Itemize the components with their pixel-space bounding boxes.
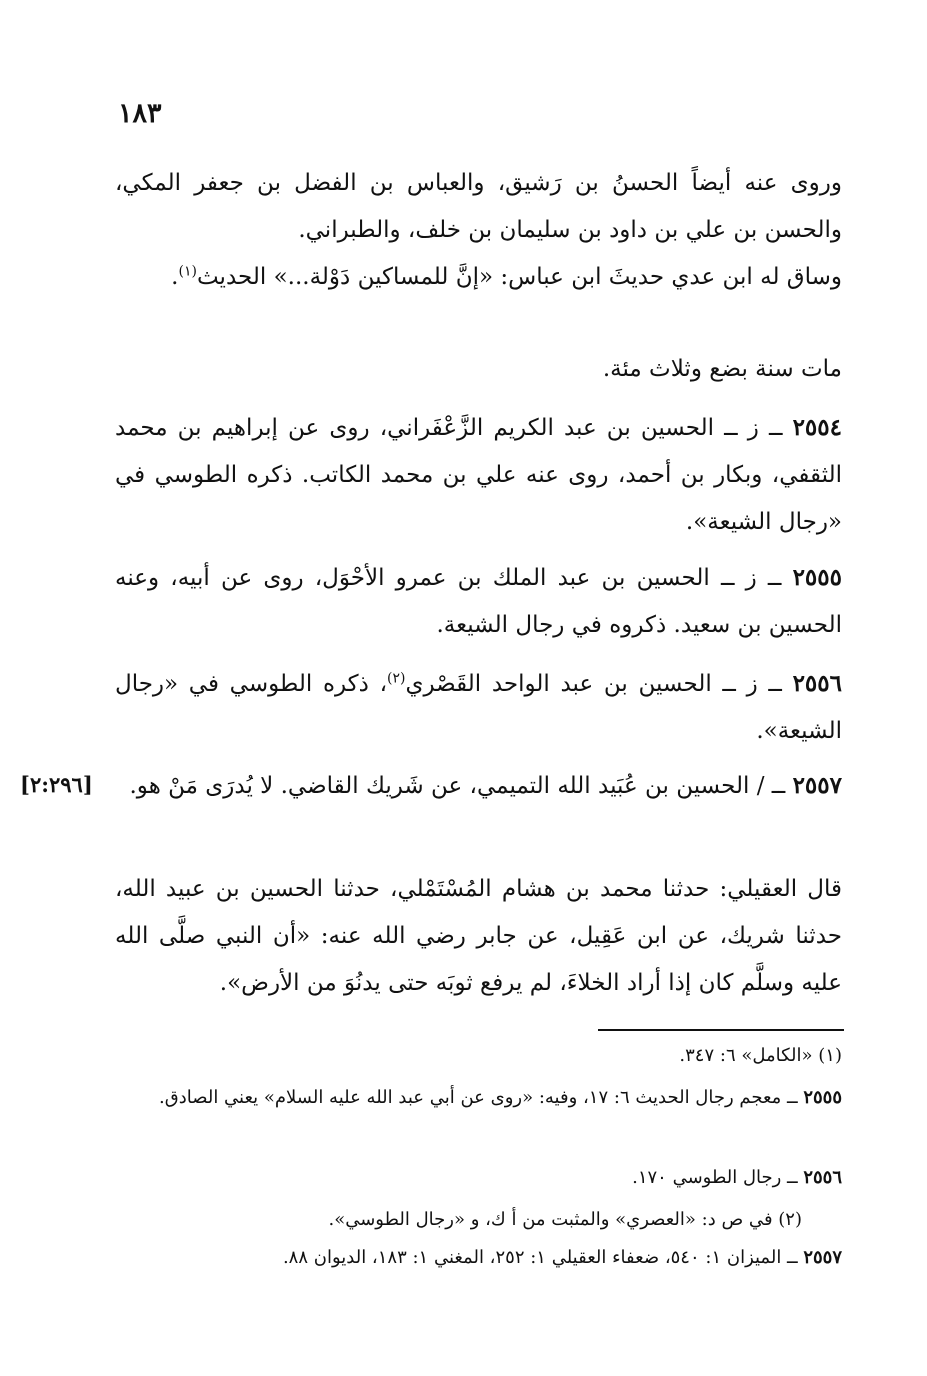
entry-2557 bbox=[115, 762, 842, 810]
footnote-2556 bbox=[115, 1160, 842, 1196]
entry-number: ٢٥٥٥ bbox=[792, 564, 842, 591]
entry-text: ــ ز ــ الحسين بن عبد الكريم الزَّعْفَراني، روى عن إبراهيم بن محمد الثقفي، وبكار بن أحمد، روى عنه علي بن محمد الكاتب. ذكره الطوسي في «رجال الشيعة». bbox=[115, 415, 842, 535]
footnote-2555 bbox=[115, 1080, 842, 1116]
entry-number: ٢٥٥٤ bbox=[792, 414, 842, 441]
entry-text-cont: ، ذكره الطوسي في «رجال الشيعة». bbox=[115, 671, 842, 744]
footnote-entry-number: ٢٥٥٧ bbox=[803, 1247, 842, 1268]
footnote-1: (١) «الكامل» ٦: ٣٤٧. bbox=[679, 1045, 842, 1066]
entry-2554 bbox=[115, 404, 842, 546]
footnote-2 bbox=[115, 1202, 842, 1238]
entry-number: ٢٥٥٧ bbox=[792, 772, 842, 799]
margin-volume-ref: [٢:٢٩٦] bbox=[20, 772, 93, 797]
entry-2555 bbox=[115, 554, 842, 649]
page-number: ١٨٣ bbox=[118, 98, 162, 129]
entry-2556 bbox=[115, 660, 842, 755]
footnote-text: ــ معجم رجال الحديث ٦: ١٧، وفيه: «روى عن أبي عبد الله عليه السلام» يعني الصادق. bbox=[159, 1087, 798, 1108]
footnote-entry-number: ٢٥٥٥ bbox=[803, 1087, 842, 1108]
footnote-text: (٢) في ص د: «العصري» والمثبت من أ ك، و «رجال الطوسي». bbox=[328, 1209, 802, 1230]
footnote-text: ــ رجال الطوسي ١٧٠. bbox=[632, 1167, 798, 1188]
paragraph-ibn-adi-text: وساق له ابن عدي حديثَ ابن عباس: «إنَّ للمساكين دَوْلة...» الحديث bbox=[196, 264, 842, 290]
footnote-text: ــ الميزان ١: ٥٤٠، ضعفاء العقيلي ١: ٢٥٢، المغني ١: ١٨٣، الديوان ٨٨. bbox=[282, 1247, 798, 1268]
entry-text: ــ ز ــ الحسين بن عبد الواحد القَصْري bbox=[405, 671, 782, 697]
paragraph-ibn-adi bbox=[115, 254, 842, 301]
footnote-ref-2: (٢) bbox=[387, 670, 406, 687]
footnote-2557 bbox=[115, 1240, 842, 1276]
entry-number: ٢٥٥٦ bbox=[792, 670, 842, 697]
paragraph-narrators: وروى عنه أيضاً الحسنُ بن رَشيق، والعباس بن الفضل بن جعفر المكي، والحسن بن علي بن داود بن سليمان بن خلف، والطبراني. bbox=[115, 170, 842, 243]
footnote-separator bbox=[598, 1029, 844, 1031]
paragraph-end-dot: . bbox=[171, 264, 179, 290]
paragraph-death: مات سنة بضع وثلاث مئة. bbox=[602, 356, 842, 382]
footnote-ref-1: (١) bbox=[178, 263, 197, 280]
entry-text: ــ / الحسين بن عُبَيد الله التميمي، عن شَريك القاضي. لا يُدرَى مَنْ هو. bbox=[129, 773, 786, 799]
footnote-entry-number: ٢٥٥٦ bbox=[803, 1167, 842, 1188]
entry-text: ــ ز ــ الحسين بن عبد الملك بن عمرو الأحْوَل، روى عن أبيه، وعنه الحسين بن سعيد. ذكروه في رجال الشيعة. bbox=[115, 565, 842, 638]
paragraph-aqili: قال العقيلي: حدثنا محمد بن هشام المُسْتَمْلي، حدثنا الحسين بن عبيد الله، حدثنا شريك، عن ابن عَقِيل، عن جابر رضي الله عنه: «أن النبي صلَّى الله عليه وسلَّم كان إذا أراد الخلاءَ، لم يرفع ثوبَه حتى يدنُوَ من الأرض». bbox=[115, 876, 842, 996]
